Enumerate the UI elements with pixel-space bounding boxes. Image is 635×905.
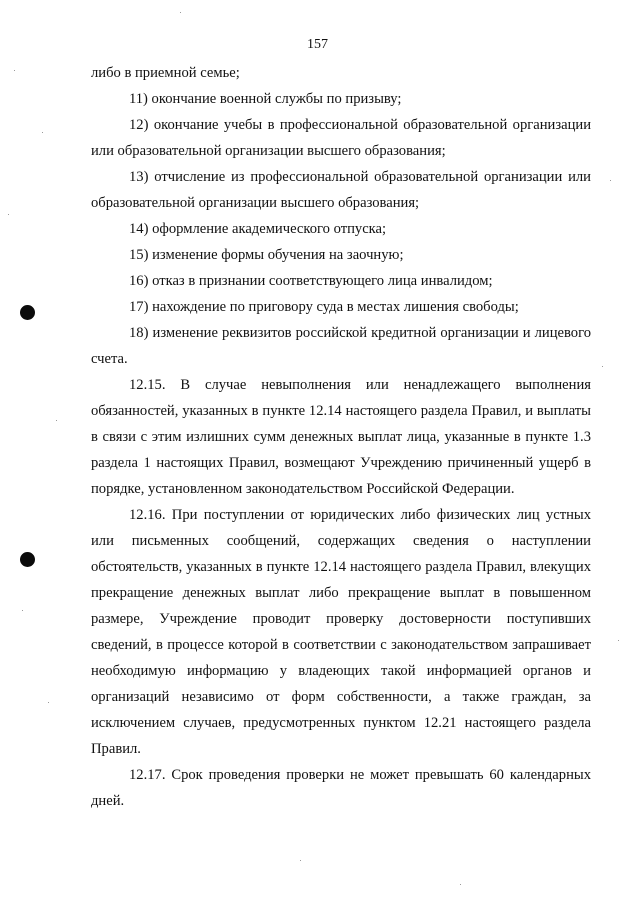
list-item-11: 11) окончание военной службы по призыву; — [129, 91, 402, 107]
document-body — [91, 60, 591, 814]
page-number: 157 — [307, 37, 328, 52]
list-item-14: 14) оформление академического отпуска; — [129, 221, 387, 237]
list-item-18: 18) изменение реквизитов российской кредитной организации и лицевого счета. — [91, 325, 591, 367]
paragraph-continuation: либо в приемной семье; — [91, 65, 240, 81]
clause-12-16: 12.16. При поступлении от юридических либо физических лиц устных или письменных сообщений, содержащих сведения о наступлении обстоятельств, указанных в пункте 12.14 настоящего раздела Правил, влекущих прекращение денежных выплат либо прекращение выплат в повышенном размере, Учреждение проводит проверку достоверности поступивших сведений, в процессе которой в соответствии с законодательством запрашивает необходимую информацию у владеющих такой информацией органов и организаций независимо от форм собственности, а также граждан, за исключением случаев, предусмотренных пунктом 12.21 настоящего раздела Правил. — [91, 507, 591, 757]
list-item-13: 13) отчисление из профессиональной образовательной организации или образовательной организации высшего образования; — [91, 169, 591, 211]
list-item-12: 12) окончание учебы в профессиональной образовательной организации или образовательной организации высшего образования; — [91, 117, 591, 159]
clause-12-15: 12.15. В случае невыполнения или ненадлежащего выполнения обязанностей, указанных в пункте 12.14 настоящего раздела Правил, и выплаты в связи с этим излишних сумм денежных выплат лица, указанные в пункте 1.3 раздела 1 настоящих Правил, возмещают Учреждению причиненный ущерб в порядке, установленном законодательством Российской Федерации. — [91, 377, 591, 497]
binder-hole-top — [20, 305, 35, 320]
list-item-17: 17) нахождение по приговору суда в местах лишения свободы; — [129, 299, 519, 315]
list-item-15: 15) изменение формы обучения на заочную; — [129, 247, 404, 263]
binder-hole-bottom — [20, 552, 35, 567]
list-item-16: 16) отказ в признании соответствующего лица инвалидом; — [129, 273, 493, 289]
clause-12-17: 12.17. Срок проведения проверки не может превышать 60 календарных дней. — [91, 767, 591, 809]
